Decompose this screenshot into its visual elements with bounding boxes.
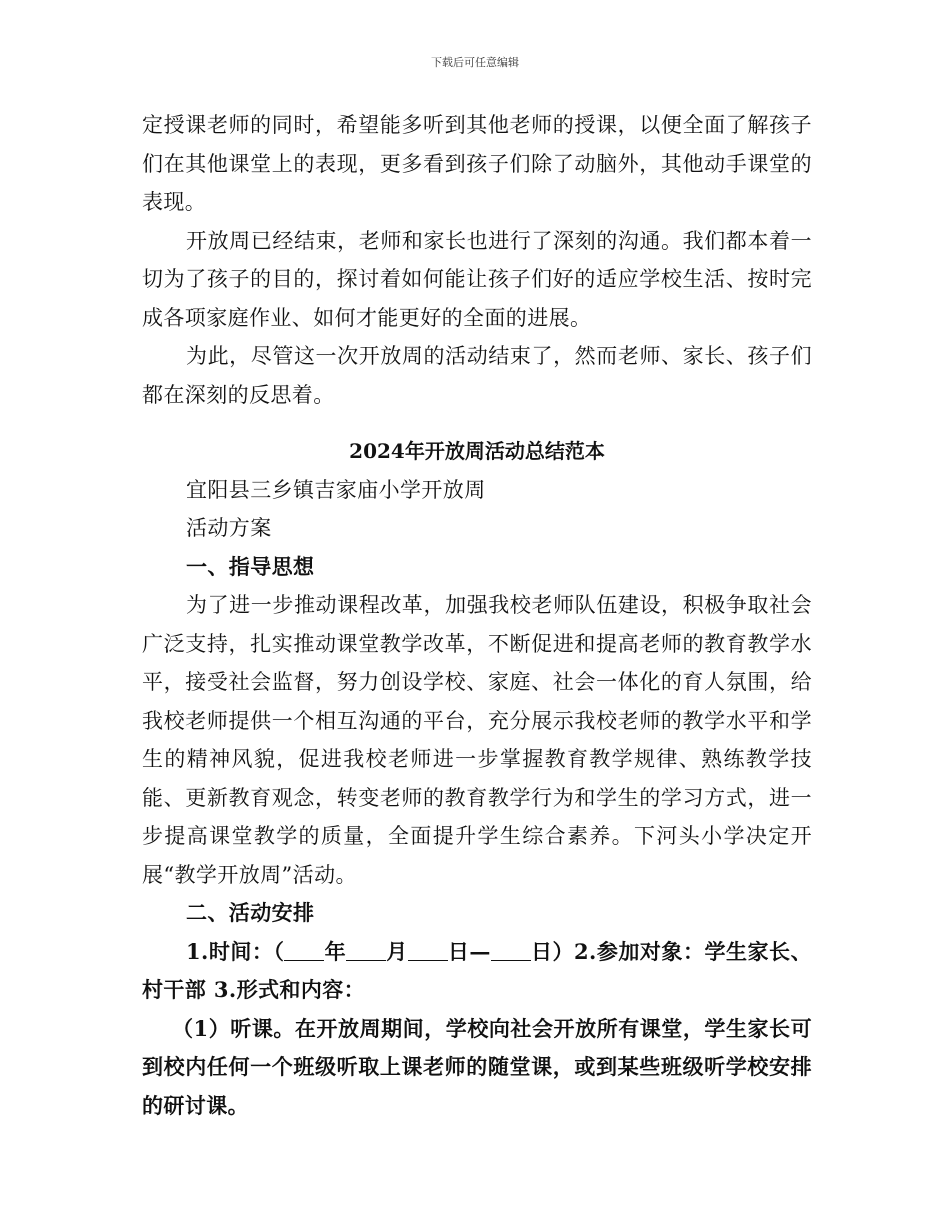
month-blank [346, 942, 386, 961]
plan-label: 活动方案 [186, 516, 272, 540]
day-blank [408, 942, 448, 961]
month-label: 月 [386, 938, 408, 964]
year-blank [284, 942, 324, 961]
day-label: 日— [447, 938, 491, 964]
time-and-participants [142, 933, 812, 1010]
section-heading-guiding-thought: 一、指导思想 [186, 553, 315, 579]
year-label: 年 [324, 938, 347, 964]
document-body [142, 106, 812, 1125]
document-title: 2024年开放周活动总结范本 [349, 439, 605, 463]
time-label: 1.时间：（ [186, 938, 285, 964]
section-heading-arrangement: 二、活动安排 [186, 900, 315, 925]
paragraph-continuation: 定授课老师的同时，希望能多听到其他老师的授课，以便全面了解孩子们在其他课堂上的表现，更多看到孩子们除了动脑外，其他动手课堂的表现。 [142, 113, 812, 214]
section-body-guiding-thought: 为了进一步推动课程改革，加强我校老师队伍建设，积极争取社会广泛支持，扎实推动课堂教学改革，不断促进和提高老师的教育教学水平，接受社会监督，努力创设学校、家庭、社会一体化的育人氛围，给我校老师提供一个相互沟通的平台，充分展示我校老师的教学水平和学生的精神风貌，促进我校老师进一步掌握教育教学规律、熟练教学技能、更新教育观念，转变老师的教育教学行为和学生的学习方式，进一步提高课堂教学的质量，全面提升学生综合素养。下河头小学决定开展“教学开放周”活动。 [142, 593, 812, 887]
paragraph-reflection: 为此，尽管这一次开放周的活动结束了，然而老师、家长、孩子们都在深刻的反思着。 [142, 344, 812, 407]
end-day-blank [491, 942, 531, 961]
participants-text: 日）2.参加对象：学生家长、村干部 3.形式和内容： [142, 938, 812, 1002]
school-name-line: 宜阳县三乡镇吉家庙小学开放周 [186, 477, 486, 502]
page-header: 下载后可任意编辑 [431, 56, 519, 69]
item-listen-class: （1）听课。在开放周期间，学校向社会开放所有课堂，学生家长可到校内任何一个班级听取上课老师的随堂课，或到某些班级听学校安排的研讨课。 [142, 1015, 812, 1118]
paragraph-open-week-ended: 开放周已经结束，老师和家长也进行了深刻的沟通。我们都本着一切为了孩子的目的，探讨着如何能让孩子们好的适应学校生活、按时完成各项家庭作业、如何才能更好的全面的进展。 [142, 228, 812, 330]
